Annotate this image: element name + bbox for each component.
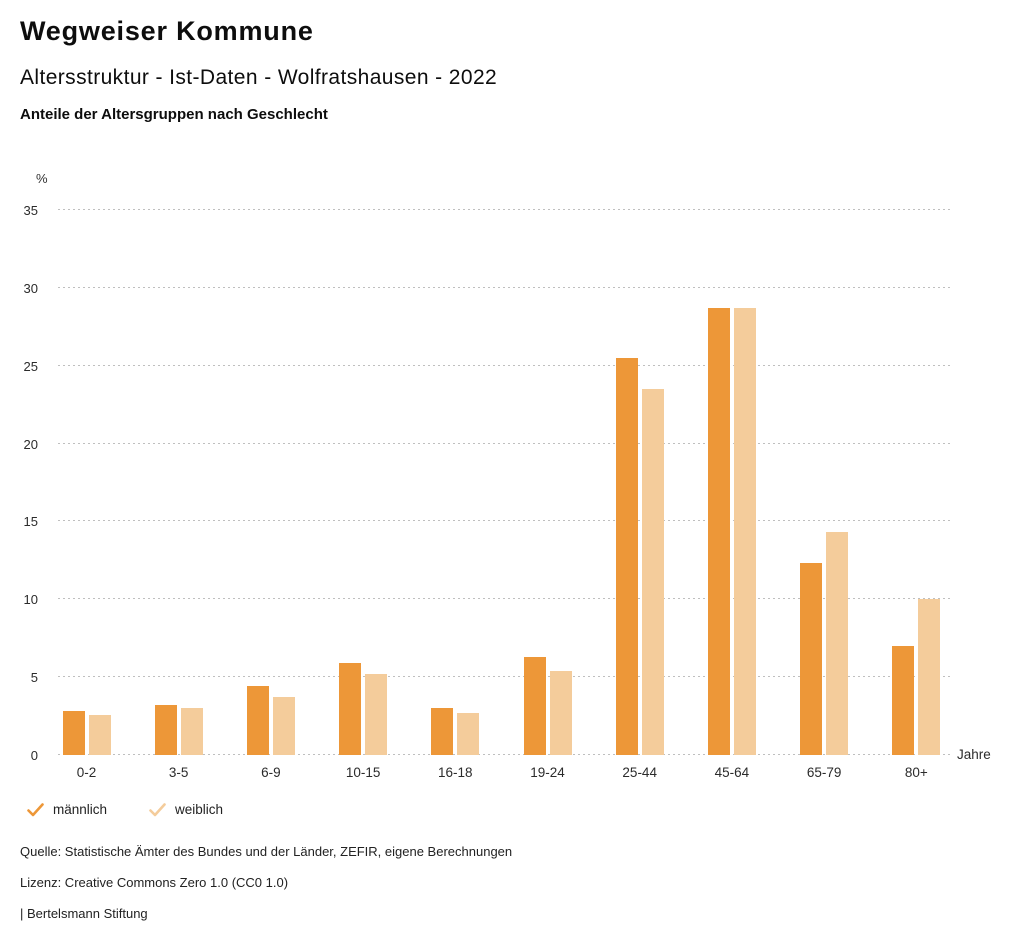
bar-0-2-maennlich[interactable] <box>63 711 85 755</box>
attribution-note: | Bertelsmann Stiftung <box>20 906 148 921</box>
x-axis-unit-label: Jahre <box>957 747 991 762</box>
bar-80-weiblich[interactable] <box>918 599 940 755</box>
bar-19-24-maennlich[interactable] <box>524 657 546 755</box>
bar-10-15-maennlich[interactable] <box>339 663 361 755</box>
x-tick-label-45-64: 45-64 <box>714 765 750 780</box>
chart-caption: Anteile der Altersgruppen nach Geschlecht <box>20 106 328 123</box>
y-tick-label-15: 15 <box>23 514 38 530</box>
legend <box>27 802 223 817</box>
bar-65-79-maennlich[interactable] <box>800 563 822 755</box>
bar-45-64-maennlich[interactable] <box>708 308 730 755</box>
gridline-25 <box>58 365 950 366</box>
gridline-20 <box>58 443 950 444</box>
check-icon <box>149 803 166 817</box>
y-tick-label-25: 25 <box>23 358 38 374</box>
bar-19-24-weiblich[interactable] <box>550 671 572 755</box>
bar-3-5-weiblich[interactable] <box>181 708 203 755</box>
y-axis-unit-label: % <box>36 171 48 186</box>
x-tick-label-80: 80+ <box>904 765 928 780</box>
gridline-35 <box>58 209 950 210</box>
y-tick-label-35: 35 <box>23 203 38 218</box>
x-tick-label-0-2: 0-2 <box>76 765 97 780</box>
legend-item-weiblich[interactable] <box>149 802 223 817</box>
x-tick-label-25-44: 25-44 <box>622 765 657 780</box>
x-tick-label-10-15: 10-15 <box>345 765 381 780</box>
bar-16-18-weiblich[interactable] <box>457 713 479 755</box>
plot-area <box>58 210 950 755</box>
bar-65-79-weiblich[interactable] <box>826 532 848 755</box>
source-note: Quelle: Statistische Ämter des Bundes und der Länder, ZEFIR, eigene Berechnungen <box>20 844 513 859</box>
bar-6-9-maennlich[interactable] <box>247 686 269 755</box>
y-tick-label-10: 10 <box>23 592 38 608</box>
chart-title: Altersstruktur - Ist-Daten - Wolfratshausen - 2022 <box>20 66 498 89</box>
check-icon <box>27 803 44 817</box>
bar-0-2-weiblich[interactable] <box>89 715 111 755</box>
bar-3-5-maennlich[interactable] <box>155 705 177 755</box>
legend-item-maennlich[interactable] <box>27 802 107 817</box>
bar-16-18-maennlich[interactable] <box>431 708 453 755</box>
page-title: Wegweiser Kommune <box>20 16 314 46</box>
gridline-30 <box>58 287 950 288</box>
legend-label-weiblich: weiblich <box>175 802 224 817</box>
y-tick-label-20: 20 <box>23 436 38 452</box>
bar-6-9-weiblich[interactable] <box>273 697 295 755</box>
bar-80-maennlich[interactable] <box>892 646 914 755</box>
x-tick-label-19-24: 19-24 <box>530 765 565 780</box>
license-note: Lizenz: Creative Commons Zero 1.0 (CC0 1.0) <box>20 875 289 890</box>
bar-45-64-weiblich[interactable] <box>734 308 756 755</box>
y-tick-label-30: 30 <box>23 280 38 296</box>
y-tick-label-0: 0 <box>30 748 38 763</box>
y-axis <box>0 203 44 763</box>
gridline-15 <box>58 520 950 521</box>
x-tick-label-3-5: 3-5 <box>168 765 189 780</box>
x-tick-label-16-18: 16-18 <box>438 765 473 780</box>
x-tick-label-65-79: 65-79 <box>806 765 842 780</box>
legend-label-maennlich: männlich <box>53 802 108 817</box>
y-tick-label-5: 5 <box>30 670 38 686</box>
bar-10-15-weiblich[interactable] <box>365 674 387 755</box>
bar-25-44-weiblich[interactable] <box>642 389 664 755</box>
x-axis <box>58 765 950 785</box>
bar-25-44-maennlich[interactable] <box>616 358 638 755</box>
x-tick-label-6-9: 6-9 <box>261 765 281 780</box>
